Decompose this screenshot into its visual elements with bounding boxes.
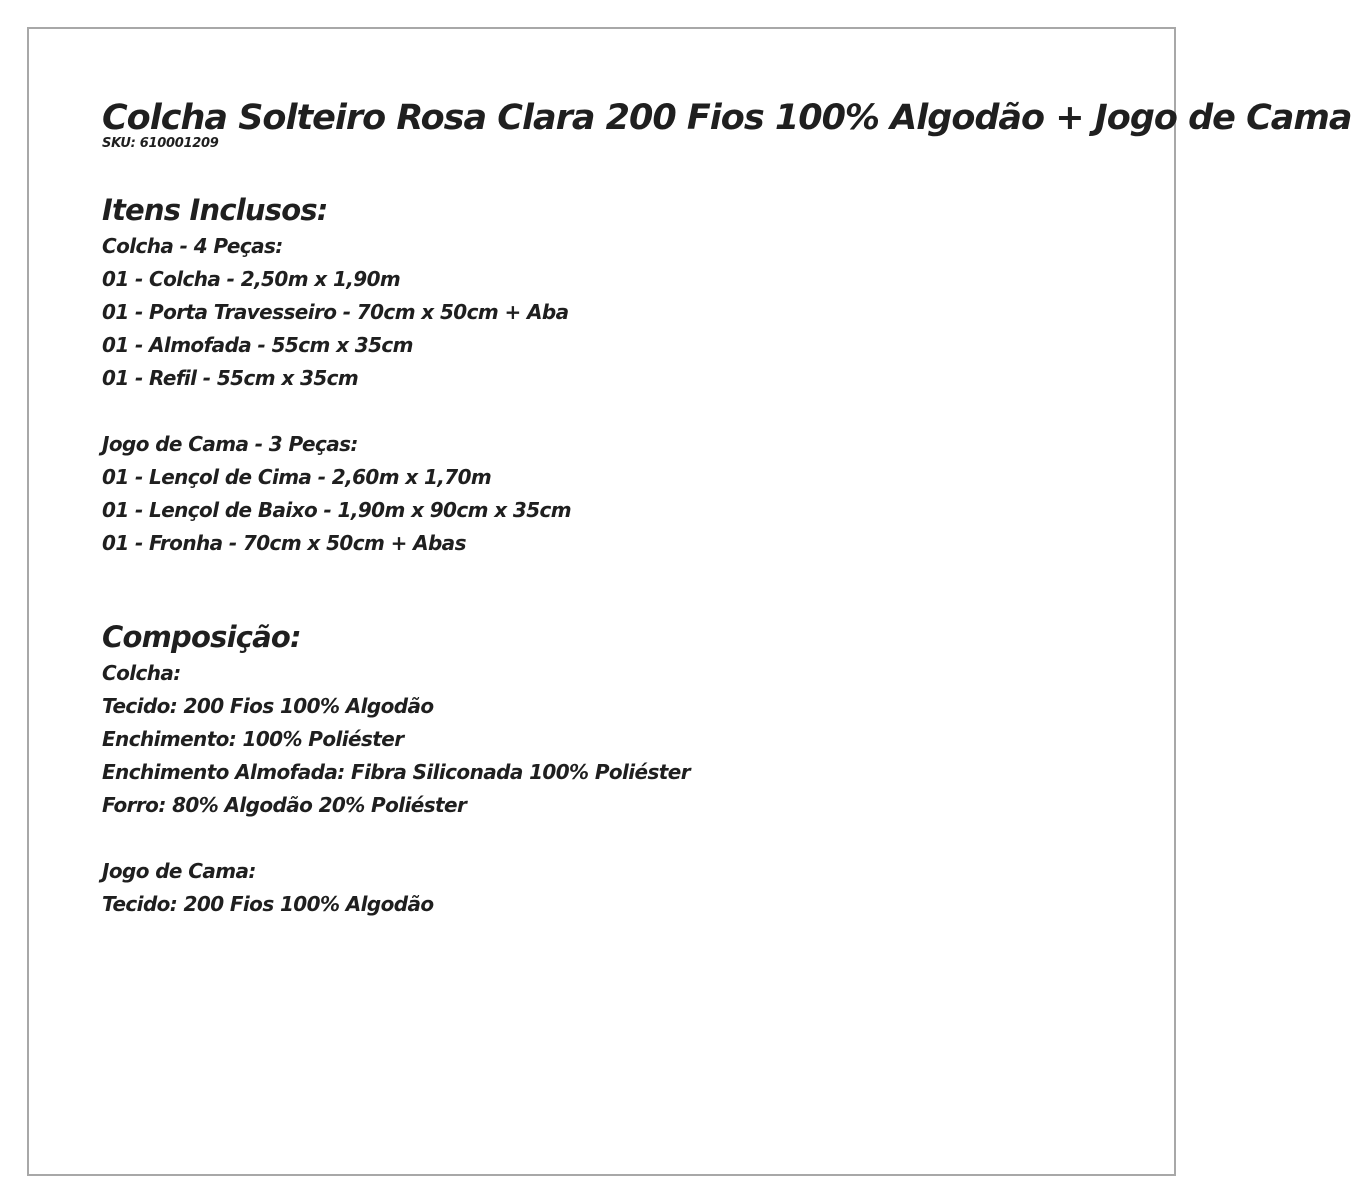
colcha-piece-item: 01 - Porta Travesseiro - 70cm x 50cm + Aba xyxy=(102,300,569,324)
composicao-colcha-item: Forro: 80% Algodão 20% Poliéster xyxy=(102,793,467,817)
colcha-pieces-label: Colcha - 4 Peças: xyxy=(102,234,283,258)
jogo-piece-item: 01 - Fronha - 70cm x 50cm + Abas xyxy=(102,531,466,555)
composicao-colcha-item: Enchimento Almofada: Fibra Siliconada 100% Poliéster xyxy=(102,760,690,784)
composicao-heading: Composição: xyxy=(102,620,301,654)
composicao-colcha-label: Colcha: xyxy=(102,661,181,685)
composicao-colcha-item: Tecido: 200 Fios 100% Algodão xyxy=(102,694,434,718)
composicao-colcha-item: Enchimento: 100% Poliéster xyxy=(102,727,404,751)
itens-heading: Itens Inclusos: xyxy=(102,193,328,227)
colcha-piece-item: 01 - Refil - 55cm x 35cm xyxy=(102,366,359,390)
document-frame xyxy=(27,27,1352,1176)
product-title: Colcha Solteiro Rosa Clara 200 Fios 100% Algodão + Jogo de Cama xyxy=(102,98,1352,138)
jogo-piece-item: 01 - Lençol de Baixo - 1,90m x 90cm x 35cm xyxy=(102,498,572,522)
colcha-piece-item: 01 - Colcha - 2,50m x 1,90m xyxy=(102,267,401,291)
product-sku: SKU: 610001209 xyxy=(102,136,219,151)
colcha-piece-item: 01 - Almofada - 55cm x 35cm xyxy=(102,333,413,357)
composicao-jogo-item: Tecido: 200 Fios 100% Algodão xyxy=(102,892,434,916)
jogo-pieces-label: Jogo de Cama - 3 Peças: xyxy=(102,432,358,456)
document-content xyxy=(102,95,1352,921)
jogo-piece-item: 01 - Lençol de Cima - 2,60m x 1,70m xyxy=(102,465,492,489)
composicao-jogo-label: Jogo de Cama: xyxy=(102,859,256,883)
